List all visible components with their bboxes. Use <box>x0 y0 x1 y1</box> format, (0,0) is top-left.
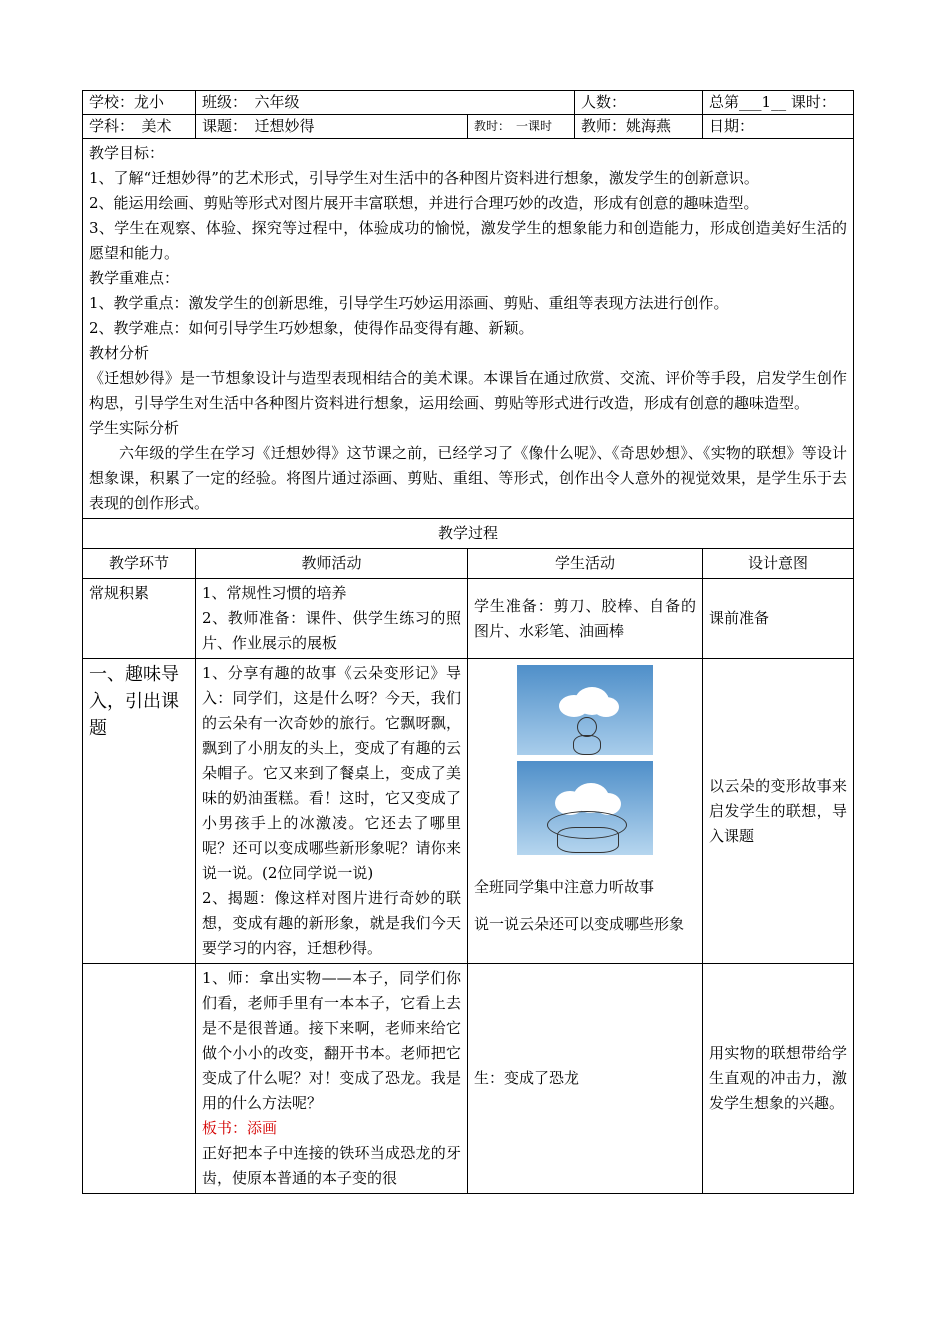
row2-stage: 一、趣味导入，引出课题 <box>83 659 196 964</box>
process-row-2 <box>83 659 854 964</box>
process-title-row <box>83 519 854 549</box>
process-row-1 <box>83 579 854 659</box>
lesson-plan <box>82 90 853 1194</box>
row2-teacher-line-1: 1、分享有趣的故事《云朵变形记》导入：同学们，这是什么呀？今天，我们的云朵有一次奇妙的旅行。它飘呀飘，飘到了小朋友的头上，变成了有趣的云朵帽子。它又来到了餐桌上，变成了美味的奶油蛋糕。看！这时，它又变成了小男孩手上的冰激凌。它还去了哪里呢？还可以变成哪些新形象呢？请你来说一说。(2位同学说一说) <box>202 664 461 882</box>
header-row-1 <box>83 91 854 115</box>
col-intent: 设计意图 <box>703 549 854 579</box>
row1-teacher <box>196 579 468 659</box>
material-text: 《迁想妙得》是一节想象设计与造型表现相结合的美术课。本课旨在通过欣赏、交流、评价等手段，启发学生创作构思，引导学生对生活中各种图片资料进行想象，运用绘画、剪贴等形式进行改造，形成有创意的趣味造型。 <box>89 369 848 412</box>
key-title: 教学重难点： <box>89 269 180 287</box>
row2-intent: 以云朵的变形故事来启发学生的联想，导入课题 <box>703 659 854 964</box>
hours-cell: 教时： 一课时 <box>468 115 575 139</box>
process-row-3 <box>83 964 854 1194</box>
row1-intent: 课前准备 <box>703 579 854 659</box>
cloud-hat-image <box>517 665 653 755</box>
row2-teacher <box>196 659 468 964</box>
row1-student: 学生准备：剪刀、胶棒、自备的图片、水彩笔、油画棒 <box>468 579 703 659</box>
material-title: 教材分析 <box>89 344 150 362</box>
row3-student: 生：变成了恐龙 <box>468 964 703 1194</box>
header-row-2 <box>83 115 854 139</box>
row3-teacher-tail: 正好把本子中连接的铁环当成恐龙的牙齿，使原本普通的本子变的很 <box>202 1144 461 1187</box>
row3-teacher <box>196 964 468 1194</box>
student-title: 学生实际分析 <box>89 419 180 437</box>
date-cell: 日期： <box>703 115 854 139</box>
key-2: 2、教学难点：如何引导学生巧妙想象，使得作品变得有趣、新颖。 <box>89 319 534 337</box>
count-cell: 人数： <box>575 91 703 115</box>
goal-title: 教学目标： <box>89 144 165 162</box>
goal-3: 3、学生在观察、体验、探究等过程中，体验成功的愉悦，激发学生的想象能力和创造能力，形成创造美好生活的愿望和能力。 <box>89 219 848 262</box>
process-column-headers <box>83 549 854 579</box>
intro-row <box>83 139 854 519</box>
goal-2: 2、能运用绘画、剪贴等形式对图片展开丰富联想，并进行合理巧妙的改造，形成有创意的趣味造型。 <box>89 194 759 212</box>
row2-student-line-1: 全班同学集中注意力听故事 <box>474 878 655 896</box>
row1-stage: 常规积累 <box>83 579 196 659</box>
row3-intent: 用实物的联想带给学生直观的冲击力，激发学生想象的兴趣。 <box>703 964 854 1194</box>
row3-teacher-line-1: 1、师：拿出实物——本子，同学们你们看，老师手里有一本本子，它看上去是不是很普通。接下来啊，老师来给它做个小小的改变，翻开书本。老师把它变成了什么呢？对！变成了恐龙。我是用的什么方法呢？ <box>202 969 461 1112</box>
subject-cell: 学科： 美术 <box>83 115 196 139</box>
row2-student-line-2: 说一说云朵还可以变成哪些形象 <box>474 915 685 933</box>
process-title: 教学过程 <box>83 519 854 549</box>
row1-teacher-line-1: 1、常规性习惯的培养 <box>202 584 347 602</box>
col-teacher: 教师活动 <box>196 549 468 579</box>
col-stage: 教学环节 <box>83 549 196 579</box>
topic-cell: 课题： 迁想妙得 <box>196 115 468 139</box>
teacher-cell: 教师：姚海燕 <box>575 115 703 139</box>
cloud-cake-image <box>517 761 653 855</box>
story-images <box>474 665 696 855</box>
goal-1: 1、了解“迁想妙得”的艺术形式，引导学生对生活中的各种图片资料进行想象，激发学生的创新意识。 <box>89 169 759 187</box>
row2-teacher-line-2: 2、揭题：像这样对图片进行奇妙的联想，变成有趣的新形象，就是我们今天要学习的内容，迁想秒得。 <box>202 889 461 957</box>
student-text: 六年级的学生在学习《迁想妙得》这节课之前，已经学习了《像什么呢》、《奇思妙想》、《实物的联想》等设计想象课，积累了一定的经验。将图片通过添画、剪贴、重组、等形式，创作出令人意外的视觉效果，是学生乐于去表现的创作形式。 <box>89 444 848 512</box>
row3-board-note: 板书：添画 <box>202 1119 278 1137</box>
intro-cell <box>83 139 854 519</box>
lesson-plan-table <box>82 90 854 1194</box>
col-student: 学生活动 <box>468 549 703 579</box>
key-1: 1、教学重点：激发学生的创新思维，引导学生巧妙运用添画、剪贴、重组等表现方法进行创作。 <box>89 294 729 312</box>
row2-student <box>468 659 703 964</box>
school-cell: 学校：龙小 <box>83 91 196 115</box>
class-cell: 班级： 六年级 <box>196 91 575 115</box>
total-lessons-cell: 总第___1__ 课时： <box>703 91 854 115</box>
row1-teacher-line-2: 2、教师准备：课件、供学生练习的照片、作业展示的展板 <box>202 609 461 652</box>
row3-stage <box>83 964 196 1194</box>
